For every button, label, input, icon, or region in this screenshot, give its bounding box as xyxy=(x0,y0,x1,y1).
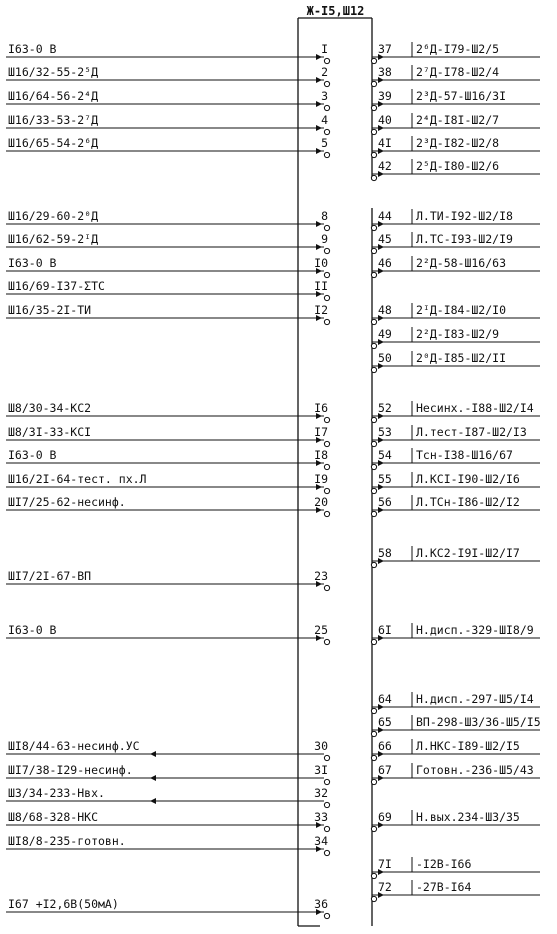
left-pin-contact-10 xyxy=(324,417,329,422)
left-pin-number-1: 2 xyxy=(321,65,328,79)
left-signal-label-22: I67 +I2,6В(50мА) xyxy=(8,897,119,911)
right-pin-contact-6 xyxy=(371,225,376,230)
right-pin-number-0: 37 xyxy=(378,42,392,56)
right-signal-label-24: -I2В-I66 xyxy=(416,857,472,871)
right-pin-contact-12 xyxy=(371,417,376,422)
right-pin-number-25: 72 xyxy=(378,880,392,894)
right-pin-contact-1 xyxy=(371,81,376,86)
left-signal-label-13: Ш16/2I-64-тест. пх.Л xyxy=(8,472,147,486)
left-pin-number-20: 33 xyxy=(314,810,328,824)
right-pin-number-3: 40 xyxy=(378,113,392,127)
right-pin-contact-7 xyxy=(371,248,376,253)
left-pin-number-4: 5 xyxy=(321,136,328,150)
left-pin-contact-7 xyxy=(324,272,329,277)
right-pin-contact-3 xyxy=(371,129,376,134)
right-pin-number-22: 67 xyxy=(378,763,392,777)
right-signal-label-21: Л.НКС-I89-Ш2/I5 xyxy=(416,739,520,753)
left-pin-number-7: I0 xyxy=(314,256,328,270)
left-pin-number-18: 3I xyxy=(314,763,328,777)
left-pin-number-16: 25 xyxy=(314,623,328,637)
right-pin-number-21: 66 xyxy=(378,739,392,753)
right-pin-number-14: 54 xyxy=(378,448,392,462)
left-pin-contact-11 xyxy=(324,441,329,446)
right-pin-number-10: 49 xyxy=(378,327,392,341)
right-pin-number-4: 4I xyxy=(378,136,392,150)
left-pin-number-12: I8 xyxy=(314,448,328,462)
left-signal-label-14: ШI7/25-62-несинф. xyxy=(8,495,126,509)
right-signal-label-8: 2²Д-58-Ш16/63 xyxy=(416,256,507,270)
right-signal-label-11: 2⁰Д-I85-Ш2/II xyxy=(416,351,507,365)
right-signal-label-18: Н.дисп.-329-ШI8/9 xyxy=(416,623,534,637)
left-pin-contact-22 xyxy=(324,913,329,918)
right-signal-label-25: -27В-I64 xyxy=(416,880,472,894)
left-signal-label-15: ШI7/2I-67-ВП xyxy=(8,569,92,583)
left-pin-number-17: 30 xyxy=(314,739,328,753)
left-signal-label-2: Ш16/64-56-2⁴Д xyxy=(8,89,99,103)
right-pin-number-16: 56 xyxy=(378,495,392,509)
left-pin-contact-21 xyxy=(324,850,329,855)
left-signal-label-3: Ш16/33-53-2⁷Д xyxy=(8,113,99,127)
left-pin-number-0: I xyxy=(321,42,328,56)
right-signal-label-15: Л.КСI-I90-Ш2/I6 xyxy=(416,472,520,486)
right-pin-contact-14 xyxy=(371,464,376,469)
left-pin-contact-17 xyxy=(324,755,329,760)
left-pin-contact-16 xyxy=(324,639,329,644)
left-pin-number-2: 3 xyxy=(321,89,328,103)
right-pin-number-5: 42 xyxy=(378,159,392,173)
left-pin-number-6: 9 xyxy=(321,232,328,246)
right-signal-label-20: ВП-298-Ш3/36-Ш5/I5 xyxy=(416,715,541,729)
right-pin-number-8: 46 xyxy=(378,256,392,270)
right-signal-label-1: 2⁷Д-I78-Ш2/4 xyxy=(416,65,500,79)
left-signal-label-11: Ш8/3I-33-КСI xyxy=(8,425,92,439)
right-signal-label-5: 2⁵Д-I80-Ш2/6 xyxy=(416,159,500,173)
left-pin-contact-19 xyxy=(324,802,329,807)
right-pin-number-13: 53 xyxy=(378,425,392,439)
right-pin-contact-18 xyxy=(371,639,376,644)
left-pin-number-5: 8 xyxy=(321,209,328,223)
right-pin-number-2: 39 xyxy=(378,89,392,103)
right-signal-label-0: 2⁶Д-I79-Ш2/5 xyxy=(416,42,500,56)
left-pin-contact-20 xyxy=(324,826,329,831)
right-pin-contact-23 xyxy=(371,826,376,831)
right-pin-number-24: 7I xyxy=(378,857,392,871)
left-signal-label-21: ШI8/8-235-готовн. xyxy=(8,834,126,848)
left-pin-contact-4 xyxy=(324,152,329,157)
left-signal-label-20: Ш8/68-328-НКС xyxy=(8,810,99,824)
left-pin-contact-18 xyxy=(324,779,329,784)
right-pin-number-20: 65 xyxy=(378,715,392,729)
right-signal-label-3: 2⁴Д-I8I-Ш2/7 xyxy=(416,113,500,127)
left-pin-number-19: 32 xyxy=(314,786,328,800)
right-pin-number-23: 69 xyxy=(378,810,392,824)
left-pin-contact-13 xyxy=(324,488,329,493)
right-pin-contact-16 xyxy=(371,511,376,516)
right-pin-number-19: 64 xyxy=(378,692,392,706)
right-pin-number-12: 52 xyxy=(378,401,392,415)
left-signal-label-10: Ш8/30-34-КС2 xyxy=(8,401,92,415)
left-pin-contact-0 xyxy=(324,58,329,63)
right-signal-label-4: 2³Д-I82-Ш2/8 xyxy=(416,136,500,150)
left-signal-label-5: Ш16/29-60-2⁰Д xyxy=(8,209,99,223)
right-signal-label-6: Л.ТИ-I92-Ш2/I8 xyxy=(416,209,513,223)
right-signal-label-13: Л.тест-I87-Ш2/I3 xyxy=(416,425,527,439)
left-signal-label-19: Ш3/34-233-Нвх. xyxy=(8,786,105,800)
left-signal-label-17: ШI8/44-63-несинф.УС xyxy=(8,739,140,753)
left-pin-number-3: 4 xyxy=(321,113,328,127)
left-pin-number-10: I6 xyxy=(314,401,328,415)
left-pin-number-14: 20 xyxy=(314,495,328,509)
right-pin-number-9: 48 xyxy=(378,303,392,317)
right-pin-contact-8 xyxy=(371,272,376,277)
right-pin-contact-4 xyxy=(371,152,376,157)
right-pin-number-15: 55 xyxy=(378,472,392,486)
left-pin-number-11: I7 xyxy=(314,425,328,439)
right-signal-label-14: Тсн-I38-Ш16/67 xyxy=(416,448,513,462)
right-pin-number-7: 45 xyxy=(378,232,392,246)
left-arrow-19 xyxy=(150,798,156,804)
left-signal-label-1: Ш16/32-55-2⁵Д xyxy=(8,65,99,79)
right-signal-label-23: Н.вых.234-Ш3/35 xyxy=(416,810,520,824)
left-pin-contact-6 xyxy=(324,248,329,253)
left-pin-contact-5 xyxy=(324,225,329,230)
right-pin-contact-20 xyxy=(371,731,376,736)
connector-title: Ж-I5,Ш12 xyxy=(306,4,365,18)
right-pin-number-1: 38 xyxy=(378,65,392,79)
left-signal-label-6: Ш16/62-59-2ᴵД xyxy=(8,232,99,246)
right-pin-number-6: 44 xyxy=(378,209,392,223)
left-pin-contact-2 xyxy=(324,105,329,110)
left-signal-label-7: I63-0 В xyxy=(8,256,57,270)
left-pin-number-8: II xyxy=(314,279,328,293)
right-pin-contact-13 xyxy=(371,441,376,446)
right-signal-label-12: Несинх.-I88-Ш2/I4 xyxy=(416,401,534,415)
right-pin-contact-17 xyxy=(371,562,376,567)
left-pin-number-22: 36 xyxy=(314,897,328,911)
left-pin-number-15: 23 xyxy=(314,569,328,583)
right-signal-label-9: 2ᴵД-I84-Ш2/I0 xyxy=(416,303,507,317)
right-signal-label-2: 2³Д-57-Ш16/3I xyxy=(416,89,507,103)
right-signal-label-22: Готовн.-236-Ш5/43 xyxy=(416,763,534,777)
left-pin-contact-9 xyxy=(324,319,329,324)
right-pin-number-17: 58 xyxy=(378,546,392,560)
right-pin-contact-19 xyxy=(371,708,376,713)
right-pin-contact-9 xyxy=(371,319,376,324)
right-signal-label-19: Н.дисп.-297-Ш5/I4 xyxy=(416,692,534,706)
right-pin-contact-2 xyxy=(371,105,376,110)
left-signal-label-12: I63-0 В xyxy=(8,448,57,462)
right-signal-label-17: Л.КС2-I9I-Ш2/I7 xyxy=(416,546,520,560)
left-pin-contact-3 xyxy=(324,129,329,134)
right-pin-contact-5 xyxy=(371,175,376,180)
right-signal-label-10: 2²Д-I83-Ш2/9 xyxy=(416,327,500,341)
left-pin-contact-1 xyxy=(324,81,329,86)
right-pin-contact-0 xyxy=(371,58,376,63)
left-signal-label-9: Ш16/35-2I-ТИ xyxy=(8,303,92,317)
right-pin-contact-11 xyxy=(371,367,376,372)
right-signal-label-16: Л.ТСн-I86-Ш2/I2 xyxy=(416,495,520,509)
right-pin-contact-22 xyxy=(371,779,376,784)
left-pin-number-13: I9 xyxy=(314,472,328,486)
left-pin-contact-14 xyxy=(324,511,329,516)
left-signal-label-4: Ш16/65-54-2⁶Д xyxy=(8,136,99,150)
left-pin-number-21: 34 xyxy=(314,834,328,848)
left-pin-number-9: I2 xyxy=(314,303,328,317)
right-signal-label-7: Л.ТС-I93-Ш2/I9 xyxy=(416,232,513,246)
right-pin-contact-25 xyxy=(371,896,376,901)
left-signal-label-16: I63-0 В xyxy=(8,623,57,637)
left-signal-label-18: ШI7/38-I29-несинф. xyxy=(8,763,133,777)
left-pin-contact-12 xyxy=(324,464,329,469)
left-arrow-17 xyxy=(150,751,156,757)
right-pin-contact-24 xyxy=(371,873,376,878)
right-pin-contact-21 xyxy=(371,755,376,760)
right-pin-number-18: 6I xyxy=(378,623,392,637)
left-signal-label-8: Ш16/69-I37-ΣТС xyxy=(8,279,105,293)
left-arrow-18 xyxy=(150,775,156,781)
left-pin-contact-15 xyxy=(324,585,329,590)
left-signal-label-0: I63-0 В xyxy=(8,42,57,56)
right-pin-contact-10 xyxy=(371,343,376,348)
right-pin-contact-15 xyxy=(371,488,376,493)
right-pin-number-11: 50 xyxy=(378,351,392,365)
left-pin-contact-8 xyxy=(324,295,329,300)
